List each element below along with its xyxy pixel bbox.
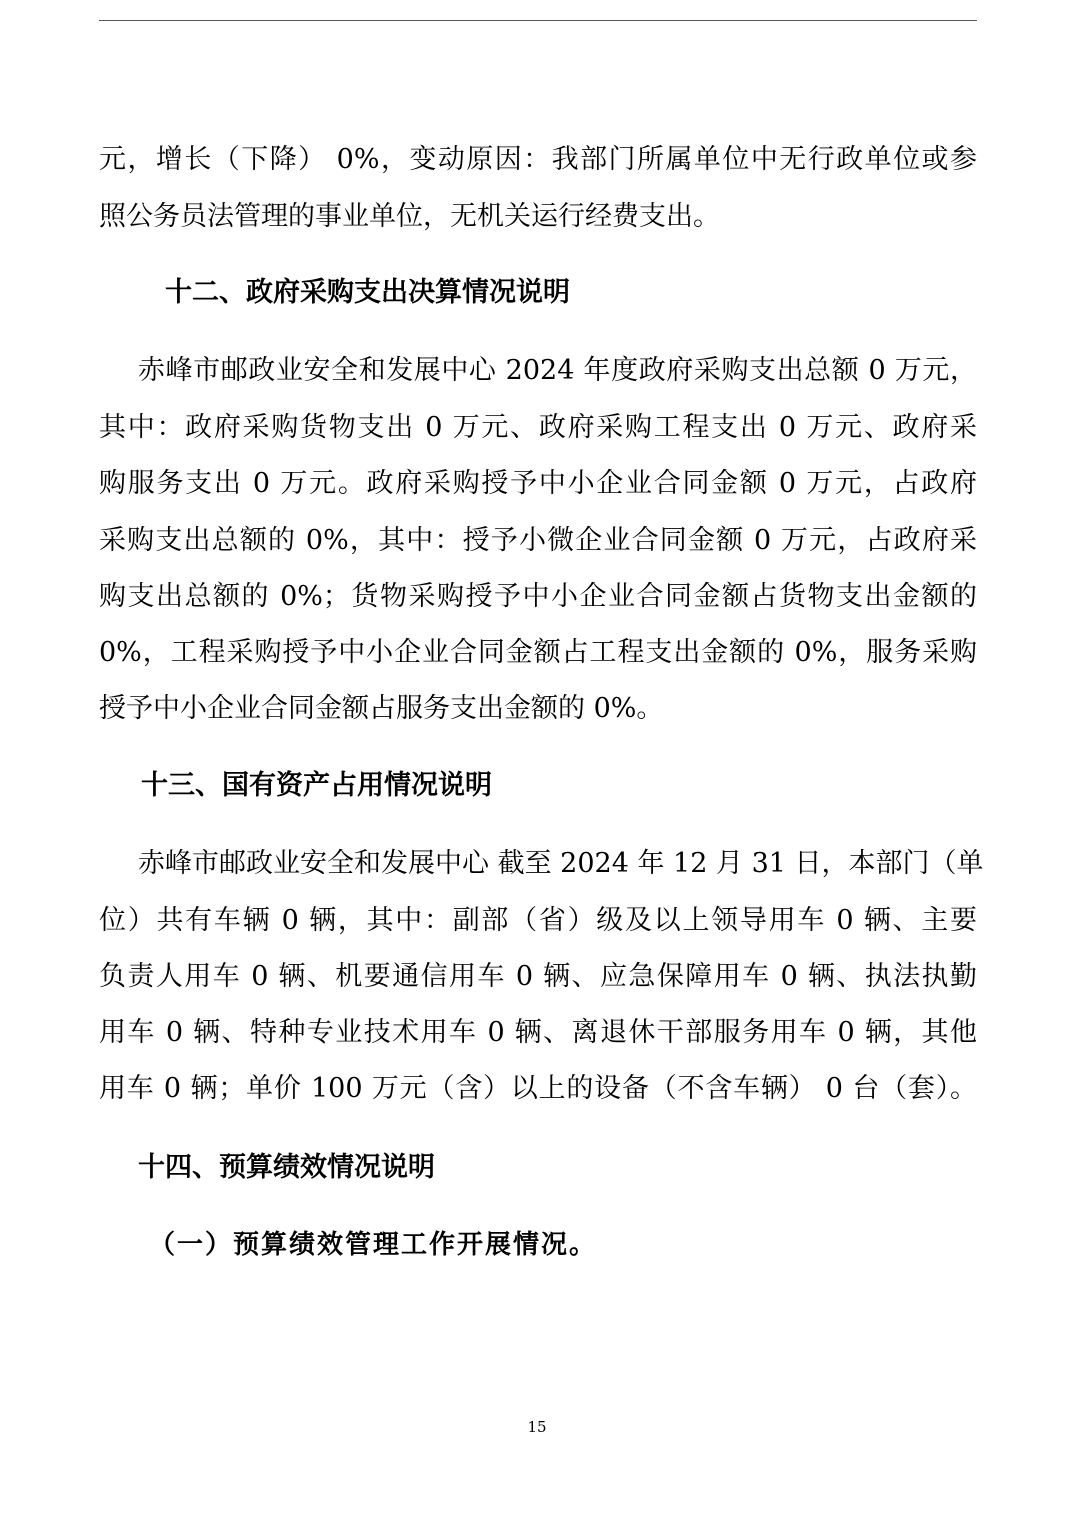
body-line: 赤峰市邮政业安全和发展中心 2024 年度政府采购支出总额 0 万元，	[138, 355, 977, 386]
body-line: 用车 0 辆；单价 100 万元（含）以上的设备（不含车辆） 0 台（套）。	[99, 1073, 977, 1104]
body-line: 购支出总额的 0%；货物采购授予中小企业合同金额占货物支出金额的	[99, 581, 977, 612]
page-number: 15	[527, 1418, 547, 1436]
body-line: 0%，工程采购授予中小企业合同金额占工程支出金额的 0%，服务采购	[99, 637, 977, 668]
body-line: 赤峰市邮政业安全和发展中心 截至 2024 年 12 月 31 日，本部门（单	[138, 848, 984, 879]
body-line: 采购支出总额的 0%，其中：授予小微企业合同金额 0 万元，占政府采	[99, 525, 977, 556]
section-heading-14: 十四、预算绩效情况说明	[138, 1152, 435, 1183]
body-line: 购服务支出 0 万元。政府采购授予中小企业合同金额 0 万元，占政府	[99, 468, 977, 499]
header-rule	[99, 20, 977, 21]
body-line: 授予中小企业合同金额占服务支出金额的 0%。	[99, 693, 664, 724]
section-heading-12: 十二、政府采购支出决算情况说明	[165, 277, 570, 308]
body-line: 位）共有车辆 0 辆，其中：副部（省）级及以上领导用车 0 辆、主要	[99, 905, 977, 936]
body-line: 其中：政府采购货物支出 0 万元、政府采购工程支出 0 万元、政府采	[99, 412, 977, 443]
body-line: 元，增长（下降） 0%，变动原因：我部门所属单位中无行政单位或参	[99, 144, 977, 175]
body-line: 用车 0 辆、特种专业技术用车 0 辆、离退休干部服务用车 0 辆，其他	[99, 1017, 977, 1048]
section-heading-13: 十三、国有资产占用情况说明	[141, 770, 492, 801]
body-line: 负责人用车 0 辆、机要通信用车 0 辆、应急保障用车 0 辆、执法执勤	[99, 961, 977, 992]
subsection-heading: （一）预算绩效管理工作开展情况。	[149, 1230, 598, 1260]
body-line: 照公务员法管理的事业单位，无机关运行经费支出。	[99, 201, 720, 232]
